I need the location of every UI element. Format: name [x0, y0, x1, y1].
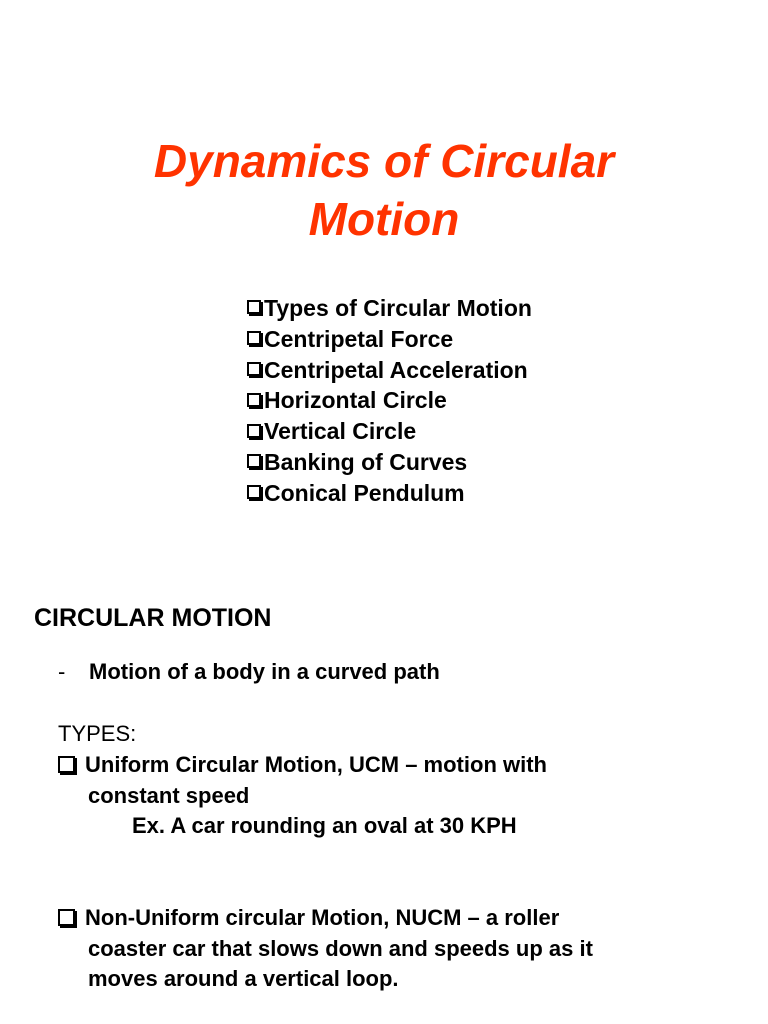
- checkbox-icon: [247, 362, 261, 376]
- topic-label: Types of Circular Motion: [264, 295, 532, 321]
- topic-label: Vertical Circle: [264, 418, 417, 445]
- checkbox-icon: [247, 300, 261, 314]
- topic-item: [247, 385, 532, 416]
- type-line: moves around a vertical loop.: [88, 966, 399, 991]
- topic-list: [247, 293, 532, 509]
- type-line: Uniform Circular Motion, UCM – motion with: [85, 752, 547, 777]
- topic-label: Horizontal Circle: [264, 387, 447, 414]
- type-line: constant speed: [88, 782, 250, 808]
- topic-label: Banking of Curves: [264, 448, 468, 475]
- type-line: coaster car that slows down and speeds up as it: [88, 935, 593, 961]
- topic-item: [247, 355, 532, 386]
- checkbox-icon: [247, 424, 261, 438]
- checkbox-icon: [58, 909, 75, 926]
- topic-item: [247, 324, 532, 355]
- checkbox-icon: [247, 454, 261, 468]
- topic-label: Centripetal Force: [264, 325, 454, 352]
- checkbox-icon: [247, 485, 261, 499]
- type-example: Ex. A car rounding an oval at 30 KPH: [132, 813, 517, 838]
- checkbox-icon: [247, 331, 261, 345]
- slide-title: [0, 132, 768, 248]
- title-line-2: Motion: [308, 193, 460, 245]
- topic-label: Conical Pendulum: [264, 479, 465, 506]
- type-item-ucm: [58, 750, 748, 842]
- topic-item: [247, 416, 532, 447]
- definition-text: Motion of a body in a curved path: [89, 659, 440, 684]
- checkbox-icon: [58, 756, 75, 773]
- type-item-nucm: [58, 903, 748, 995]
- definition-dash: -: [58, 659, 66, 684]
- types-label: TYPES:: [58, 721, 137, 746]
- topic-item: [247, 293, 532, 324]
- section-heading: CIRCULAR MOTION: [34, 604, 272, 632]
- type-line: Non-Uniform circular Motion, NUCM – a roller: [85, 905, 560, 930]
- topic-label: Centripetal Acceleration: [264, 356, 528, 383]
- title-line-1: Dynamics of Circular: [153, 135, 615, 187]
- checkbox-icon: [247, 393, 261, 407]
- topic-item: [247, 478, 532, 509]
- topic-item: [247, 447, 532, 478]
- definition: [58, 657, 440, 687]
